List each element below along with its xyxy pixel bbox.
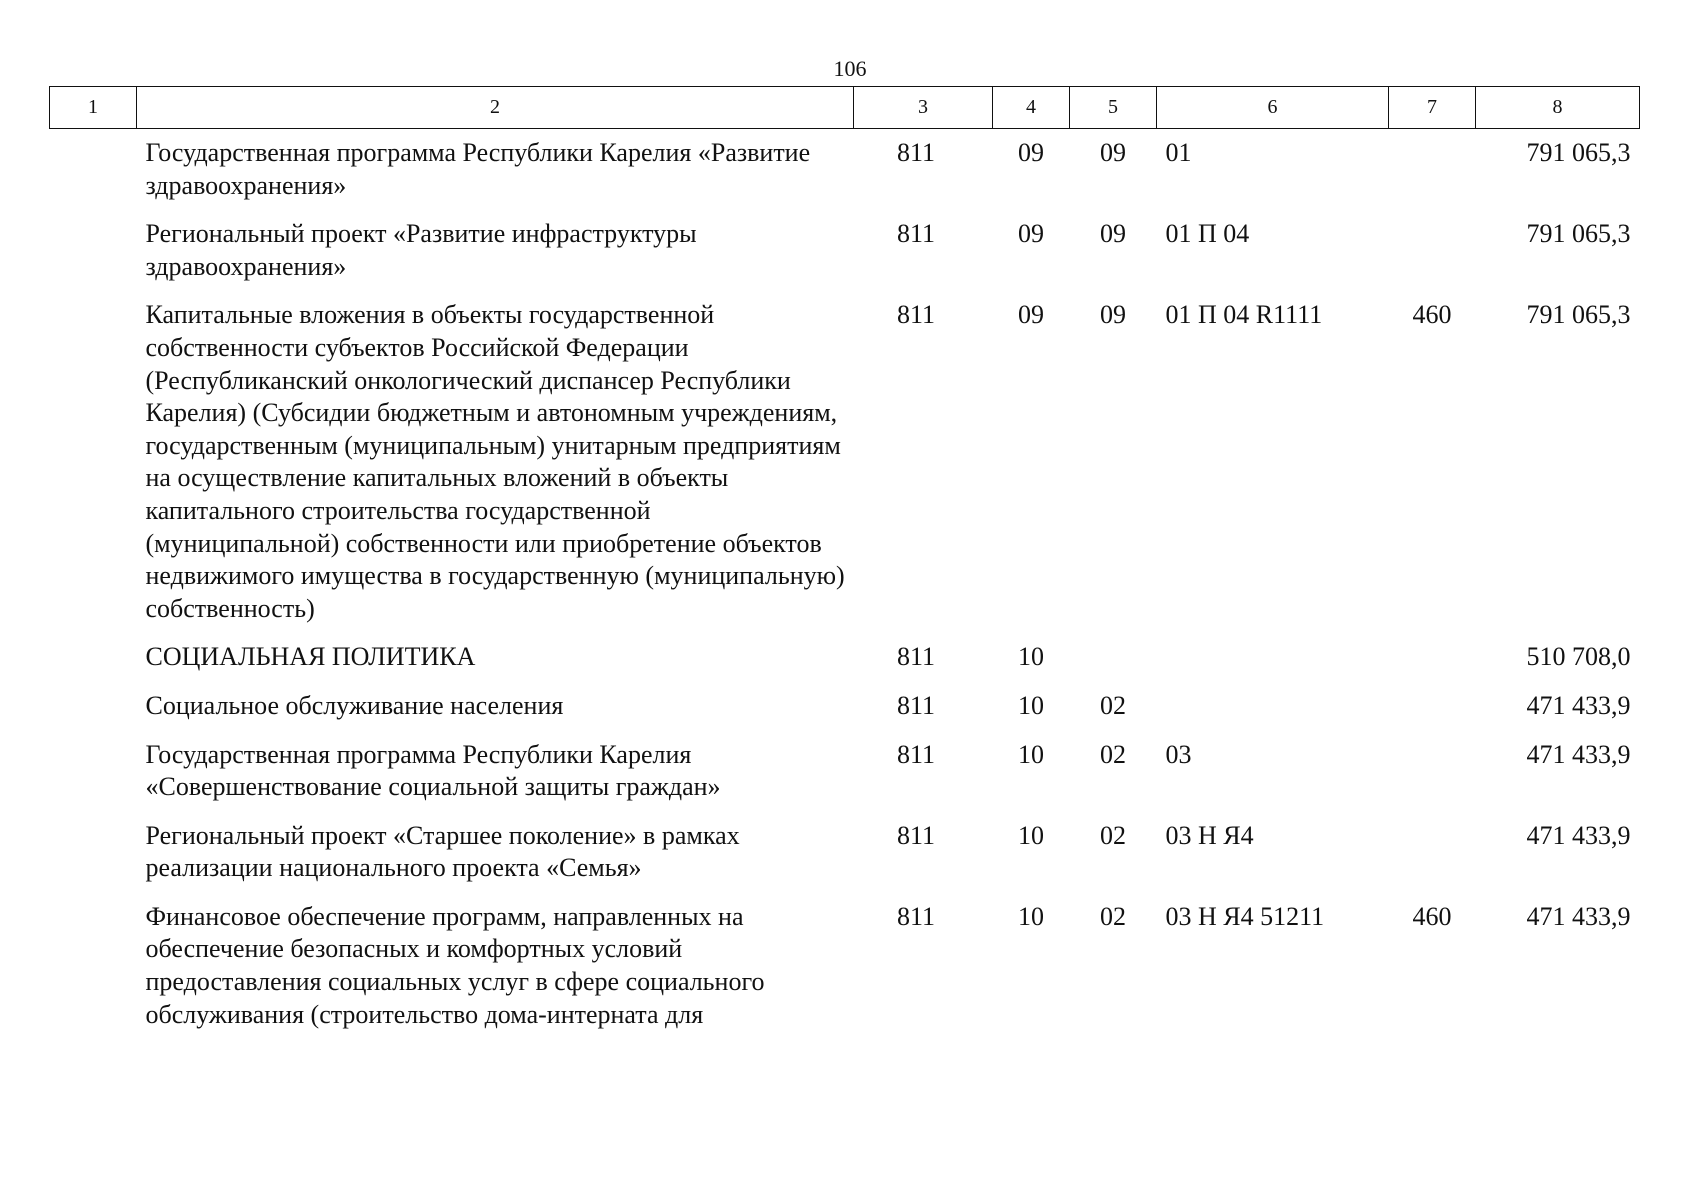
cell-8: 471 433,9 [1526, 901, 1631, 931]
cell-4: 10 [1018, 901, 1044, 931]
table-row [50, 901, 1640, 1047]
table-row [50, 218, 1640, 299]
cell-3: 811 [896, 690, 936, 720]
table-row [50, 129, 1640, 219]
cell-3: 811 [896, 300, 936, 330]
column-header-1: 1 [50, 87, 137, 129]
row-name: Региональный проект «Развитие инфраструктуры здравоохранения» [145, 219, 697, 281]
column-header-3: 3 [854, 87, 993, 129]
table-row [50, 641, 1640, 690]
page-number: 106 [833, 56, 867, 81]
row-name: Капитальные вложения в объекты государственной собственности субъектов Российской Федерации (Республиканский онкологический диспансер Республики Карелия) (Субсидии бюджетным и автономным учреждениям, государственным (муниципальным) унитарным предприятиям на осуществление капитальных вложений в объекты капитального строительства государственной (муниципальной) собственности или приобретение объектов недвижимого имущества в государственную (муниципальную) собственность) [145, 300, 845, 623]
cell-7: 460 [1412, 300, 1452, 330]
cell-7 [1389, 739, 1476, 820]
cell-7 [1389, 641, 1476, 690]
cell-6: 01 [1165, 138, 1192, 167]
table-row [50, 739, 1640, 820]
cell-1 [50, 690, 137, 739]
cell-8: 791 065,3 [1526, 138, 1631, 167]
row-name: Финансовое обеспечение программ, направленных на обеспечение безопасных и комфортных условий предоставления социальных услуг в сфере социального обслуживания (строительство дома-интерната для [145, 901, 765, 1029]
cell-7: 460 [1412, 901, 1452, 931]
cell-5: 02 [1100, 690, 1126, 720]
row-name: СОЦИАЛЬНАЯ ПОЛИТИКА [145, 642, 476, 672]
cell-4: 10 [1018, 820, 1044, 850]
cell-6: 03 [1165, 739, 1192, 769]
cell-8: 471 433,9 [1526, 690, 1631, 720]
cell-8: 791 065,3 [1526, 300, 1631, 330]
cell-8: 471 433,9 [1526, 820, 1631, 850]
cell-4: 09 [1018, 300, 1044, 330]
budget-table [49, 86, 1640, 1047]
cell-5: 02 [1100, 901, 1126, 931]
cell-1 [50, 218, 137, 299]
cell-5: 02 [1100, 820, 1126, 850]
column-header-7: 7 [1389, 87, 1476, 129]
cell-6: 01 П 04 [1165, 219, 1250, 249]
cell-8: 791 065,3 [1526, 219, 1631, 249]
cell-1 [50, 299, 137, 641]
column-header-5: 5 [1070, 87, 1157, 129]
header-row [50, 87, 1640, 129]
cell-5 [1070, 641, 1157, 690]
column-header-6: 6 [1157, 87, 1389, 129]
cell-4: 09 [1018, 138, 1044, 167]
table-row [50, 820, 1640, 901]
cell-6: 01 П 04 R1111 [1165, 300, 1323, 330]
cell-6 [1157, 641, 1389, 690]
cell-7 [1389, 820, 1476, 901]
table-row [50, 690, 1640, 739]
cell-5: 09 [1100, 138, 1126, 167]
cell-4: 09 [1018, 219, 1044, 249]
cell-7 [1389, 690, 1476, 739]
cell-6: 03 Н Я4 [1165, 820, 1254, 850]
column-header-8: 8 [1476, 87, 1640, 129]
cell-1 [50, 901, 137, 1047]
cell-1 [50, 739, 137, 820]
cell-6 [1157, 690, 1389, 739]
row-name: Социальное обслуживание населения [145, 690, 564, 720]
cell-4: 10 [1018, 690, 1044, 720]
cell-4: 10 [1018, 739, 1044, 769]
cell-8: 471 433,9 [1526, 739, 1631, 769]
cell-8: 510 708,0 [1526, 642, 1631, 672]
cell-4: 10 [1018, 642, 1044, 672]
cell-3: 811 [896, 219, 936, 249]
table-row [50, 299, 1640, 641]
cell-3: 811 [896, 739, 936, 769]
row-name: Государственная программа Республики Карелия «Совершенствование социальной защиты граждан» [145, 739, 721, 802]
cell-3: 811 [896, 901, 936, 931]
cell-3: 811 [896, 642, 936, 672]
cell-1 [50, 129, 137, 219]
cell-1 [50, 820, 137, 901]
cell-7 [1389, 129, 1476, 219]
row-name: Государственная программа Республики Карелия «Развитие здравоохранения» [145, 138, 811, 200]
column-header-4: 4 [993, 87, 1070, 129]
cell-3: 811 [896, 138, 936, 167]
cell-5: 02 [1100, 739, 1126, 769]
cell-1 [50, 641, 137, 690]
cell-5: 09 [1100, 219, 1126, 249]
cell-5: 09 [1100, 300, 1126, 330]
cell-3: 811 [896, 820, 936, 850]
column-header-2: 2 [137, 87, 854, 129]
cell-6: 03 Н Я4 51211 [1165, 901, 1325, 931]
cell-7 [1389, 218, 1476, 299]
row-name: Региональный проект «Старшее поколение» в рамках реализации национального проекта «Семья» [145, 820, 740, 883]
